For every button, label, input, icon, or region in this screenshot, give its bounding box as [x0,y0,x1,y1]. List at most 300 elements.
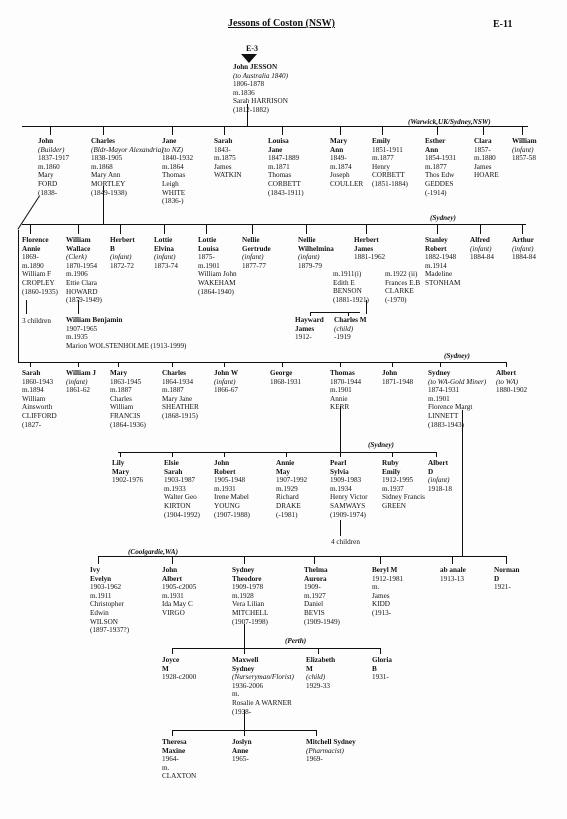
person-detail: m.1931 [214,484,236,493]
person-name-2: Sylvia [330,467,349,476]
person-detail: SAMWAYS [330,501,366,510]
connector-line [120,224,121,234]
person-name: Mary [330,137,348,145]
person-detail: MORTLEY [91,179,126,188]
connector-line [306,224,307,234]
person-detail: BEVIS [304,608,325,617]
person-gen2a-1 [66,236,102,305]
pearl-children-note: 4 children [331,538,360,546]
place-label: (Sydney) [430,214,456,222]
person-detail: 1840-1932 [162,154,194,163]
connector-line [172,730,173,736]
person-name-2: Robert [425,244,447,253]
person-detail: Mary Jane [162,394,193,403]
person-note: (infant) [512,145,534,154]
person-name-2: James [295,324,315,333]
person-detail: 1861-62 [66,386,90,395]
person-detail: Edwin [90,608,109,617]
person-detail: 1857-58 [512,154,536,163]
person-name: William J [66,369,97,377]
root-marriage: m.1836 [233,88,255,97]
person-name: Herbert [110,236,135,244]
spouse-2-dates: (-1970) [385,295,407,304]
connector-line [340,406,341,452]
person-gen2a-7 [354,236,385,262]
person-gen3b-4 [372,566,403,618]
person-detail: VIRGO [162,608,185,617]
person-name: Gloria [372,656,392,664]
person-detail: 1857- [474,145,491,154]
person-gen1-7 [425,137,456,197]
person-detail: (1860-1935) [22,287,58,296]
connector-line [340,362,341,367]
person-detail: KIDD [372,600,390,609]
person-note: (infant) [470,244,492,253]
connector-line [50,126,51,135]
person-name: Annie [276,459,295,467]
root-spouse: Sarah HARRISON [233,97,288,106]
person-name-2: Mary [112,467,130,476]
person-detail: 1921- [494,583,511,592]
person-name-2: Gertrude [242,244,271,253]
person-detail: 1860-1943 [22,377,54,386]
person-detail: (1909-1949) [304,617,340,626]
person-detail: 1868-1931 [270,377,302,386]
person-detail: Rosalie A WARNER [232,698,292,707]
person-detail: 1866-67 [214,386,238,395]
person-detail: m.1875 [214,154,236,163]
connector-line [310,312,360,313]
person-detail: KIRTON [164,501,191,510]
connector-line [483,126,484,135]
person-detail: (-1981) [276,510,298,519]
person-detail: WHITE [162,188,186,197]
person-detail: m.1928 [232,591,254,600]
person-name: John W [214,369,239,377]
person-detail: Charles [110,394,132,403]
person-detail: 1869- [22,253,39,262]
person-detail: Thomas [162,171,186,180]
person-gen2b-9 [496,369,527,395]
person-name-2: Maxine [162,746,186,755]
person-detail: (1913- [372,608,392,617]
person-detail: Annie [330,394,348,403]
person-name: Sydney [428,369,451,377]
person-detail: 1905-c2005 [162,583,197,592]
connector-line [22,224,526,225]
person-name: William [512,137,537,145]
person-name: Albert [496,369,516,377]
person-detail: 1909- [304,583,321,592]
person-gen1-5 [330,137,363,189]
person-name-2: Theodore [232,574,262,583]
person-detail: m.1890 [22,261,44,270]
person-gen1-1 [91,137,164,197]
root-dates: 1806-1878 [233,80,265,89]
connector-line [382,126,383,135]
person-gen2a-9 [470,236,494,262]
person-detail: Florence Margt [428,403,473,412]
person-gen2a-4 [198,236,237,296]
person-detail: m.1901 [198,261,220,270]
person-detail: STONHAM [425,278,461,287]
person-name-2: Emily [382,467,401,476]
connector-line [252,224,253,234]
connector-line [224,452,225,457]
person-detail: Ida May C [162,600,193,609]
person-note: (infant) [214,377,236,386]
person-gen4-1 [232,656,294,716]
person-marriage: m.1935 [66,333,88,342]
person-detail: m.1887 [110,386,132,395]
person-detail: 1880-1902 [496,386,528,395]
connector-line [30,224,31,234]
connector-line [380,556,381,564]
person-detail: DRAKE [276,501,301,510]
person-detail: SHEATHER [162,403,199,412]
person-note: (Pharmacist) [306,746,344,755]
person-name: John [382,369,398,377]
person-name-2: Jane [268,145,283,154]
connector-line [316,730,317,736]
person-name: Norman [494,566,520,574]
person-detail: 1909-1978 [232,583,264,592]
person-name-2: M [306,664,313,673]
person-detail: James [372,591,390,600]
person-gen3b-5 [440,566,466,583]
person-detail: (1864-1936) [110,420,146,429]
person-name-2: D [428,467,434,476]
person-name: John [214,459,230,467]
person-detail: WAKEHAM [198,278,236,287]
person-detail: WILSON [90,617,118,626]
person-detail: GEDDES [425,179,454,188]
person-name: Elizabeth [306,656,336,664]
person-detail: 1849- [330,154,347,163]
person-detail: 1870-1944 [330,377,362,386]
person-detail: 1870-1954 [66,261,98,270]
person-gen2b-2 [110,369,146,429]
person-detail: Thomas [268,171,292,180]
person-detail: WATKIN [214,171,242,180]
person-name: Theresa [162,738,187,746]
person-gen5-2 [306,738,356,764]
person-name: Alfred [470,236,490,244]
person-gen3b-6 [494,566,520,592]
person-gen5-1 [232,738,252,764]
person-detail: Richard [276,493,299,502]
person-detail: (1836-) [162,197,184,206]
connector-line [480,224,481,234]
connector-line [224,126,225,135]
person-gen3a-2 [214,459,250,519]
connector-line [282,126,283,135]
connector-line [172,362,173,367]
person-name: Lottie [154,236,173,244]
person-spouse: Marion WOLSTENHOLME (1913-1999) [66,341,187,350]
person-detail: 1872-72 [110,261,134,270]
person-name: Charles [91,137,115,145]
person-name: Ivy [90,566,100,574]
person-detail: (1879-1949) [66,296,102,305]
person-detail: m.1929 [276,484,298,493]
connector-line [103,126,104,135]
person-name: Hayward [295,316,324,324]
place-label: (Perth) [285,637,307,645]
person-detail: William [110,403,134,412]
connector-line [172,452,173,457]
person-name-2: Anne [232,746,249,755]
person-gen3b-2 [232,566,268,626]
person-detail: m.1860 [38,162,60,171]
page-code: E-11 [493,19,513,30]
person-name-2: Sydney [232,664,255,673]
person-detail: m.1868 [91,162,113,171]
person-name-2: B [110,244,115,253]
person-note: (infant) [154,253,176,262]
person-detail: m.1874 [330,162,352,171]
person-detail: FRANCIS [110,411,141,420]
connector-line [506,362,507,367]
person-detail: m.1880 [474,154,496,163]
person-detail: Joseph [330,171,350,180]
connector-line [340,452,341,457]
person-detail: m.1864 [162,162,184,171]
person-name: John [38,137,54,145]
connector-line [172,126,173,135]
person-name: Mary [110,369,128,377]
person-gen2b-4 [214,369,238,395]
connector-line [436,452,437,457]
person-name: Thelma [304,566,328,574]
place-label: (Sydney) [368,441,394,449]
connector-line [440,362,441,367]
person-gen2b-5 [270,369,301,386]
person-name: Maxwell [232,656,259,664]
person-gen2a-0 [22,236,58,296]
person-dates: -1919 [334,333,351,342]
person-detail: 1909-1983 [330,476,362,485]
root-spouse-dates: (1812-1882) [233,105,269,114]
spouse-2-surname: CLARKE [385,287,414,296]
person-detail: (1907-1998) [232,617,268,626]
person-detail: (1907-1988) [214,510,250,519]
person-detail: 1913-13 [440,574,464,583]
person-name: ab anale [440,566,466,574]
person-dates: 1907-1965 [66,324,98,333]
person-detail: (1868-1915) [162,411,198,420]
person-detail: 1969- [306,755,323,764]
person-name: Herbert [354,236,379,244]
connector-line [244,556,245,564]
person-name: Mitchell Sydney [306,738,356,746]
person-note: (infant) [66,377,88,386]
person-detail: YOUNG [214,501,240,510]
person-gen2a-10 [512,236,536,262]
spouse-1: Edith E [333,278,355,287]
person-detail: m.1933 [164,484,186,493]
connector-line [506,556,507,564]
person-detail: James [474,162,492,171]
person-gen2b-1 [66,369,96,395]
connector-line [26,300,27,314]
person-detail: LINNETT [428,411,459,420]
person-name: Emily [372,137,391,145]
person-detail: Henry Victor [330,493,368,502]
connector-line [206,224,207,234]
connector-line [437,224,438,234]
person-note: (to WA) [496,377,519,386]
connector-line [340,126,341,135]
person-name-2: M [162,664,169,673]
person-gen4-0 [162,656,196,682]
person-note: (Clerk) [66,253,87,262]
connector-line [437,126,438,135]
spouse-1-surname: BENSON [333,287,362,296]
person-detail: 1912-1981 [372,574,404,583]
person-detail: 1903-1962 [90,583,122,592]
person-detail: William [22,394,46,403]
person-detail: m.1901 [428,394,450,403]
person-detail: 1964- [162,755,179,764]
person-detail: CROPLEY [22,278,55,287]
person-gen5-0 [162,738,196,781]
person-detail: m.1937 [382,484,404,493]
person-detail: Madeline [425,270,453,279]
person-detail: (1864-1940) [198,287,234,296]
person-detail: (-1914) [425,188,447,197]
person-detail: 1884-84 [470,253,494,262]
person-name-2: Elvina [154,244,174,253]
person-note: (infant) [110,253,132,262]
person-gen1-9 [512,137,537,163]
person-detail: Daniel [304,600,324,609]
person-detail: m.1927 [304,591,326,600]
hayward-james [295,316,324,342]
person-gen3a-5 [382,459,425,511]
person-gen4-2 [306,656,335,690]
person-note: (infant) [428,476,450,485]
person-detail: Mary [38,171,54,180]
person-detail: m. [232,690,240,699]
person-detail: MITCHELL [232,608,269,617]
person-detail: 1879-79 [298,261,322,270]
person-detail: m. [162,763,170,772]
connector-line [244,624,245,648]
person-name: Stanley [425,236,448,244]
place-label: (Sydney) [444,352,470,360]
connector-line [392,452,393,457]
person-gen1-6 [372,137,408,189]
person-name-2: Louisa [198,244,219,253]
person-detail: 1936-2006 [232,681,264,690]
person-gen1-0 [38,137,69,197]
person-name: Ruby [382,459,399,467]
person-detail: m.1906 [66,270,88,279]
person-gen2b-0 [22,369,57,429]
person-detail: HOARE [474,171,499,180]
connector-line [164,224,165,234]
person-gen3b-3 [304,566,340,626]
person-gen3a-3 [276,459,307,519]
person-detail: Thos Edw [425,171,455,180]
person-name: Nellie [298,236,316,244]
person-name: Sarah [22,369,41,377]
spouse-1-dates: (1881-1921) [333,295,369,304]
person-name-2: Robert [214,467,236,476]
connector-line [318,648,319,654]
person-detail: m.1894 [22,386,44,395]
person-detail: (1883-1943) [428,420,464,429]
marriage-1: m.1911(i) [333,270,362,278]
person-gen3b-0 [90,566,129,635]
page-title: Jessons of Coston (NSW) [228,18,335,29]
connector-line [452,556,453,564]
person-detail: 1912-1995 [382,476,414,485]
person-detail: 1877-77 [242,261,266,270]
connector-line [366,224,367,234]
person-name: Pearl [330,459,347,467]
person-name-2: D [494,574,500,583]
person-detail: 1881-1962 [354,253,386,262]
root-couple [233,63,288,115]
person-detail: 1875- [198,253,215,262]
person-name: Lottie [198,236,217,244]
person-dates: 1912- [295,333,312,342]
person-gen2a-5 [242,236,271,270]
person-name-2: B [372,664,377,673]
person-detail: m.1871 [268,162,290,171]
person-detail: CLIFFORD [22,411,57,420]
person-gen2a-3 [154,236,178,270]
person-name-2: Aurora [304,574,327,583]
person-detail: m.1877 [372,154,394,163]
connector-line [18,230,19,362]
person-gen2b-3 [162,369,199,421]
connector-line [314,556,315,564]
person-gen1-4 [268,137,304,197]
person-name: Arthur [512,236,534,244]
person-detail: 1931- [372,673,389,682]
person-detail: CORBETT [372,171,405,180]
connector-line [244,730,245,736]
person-note: (Builder) [38,145,65,154]
connector-line [286,452,287,457]
person-gen1-2 [162,137,193,206]
person-detail: m.1931 [162,591,184,600]
person-detail: (1827- [22,420,42,429]
person-detail: KERR [330,403,350,412]
person-name-2: May [276,467,290,476]
connector-line [172,648,173,654]
connector-line [118,452,436,453]
connector-line [30,362,31,367]
connector-line [392,362,393,367]
person-detail: Ettie Clara [66,278,97,287]
person-name: Sarah [214,137,233,145]
person-note: (Nurseryman/Florist) [232,673,294,682]
person-detail: Henry [372,162,390,171]
person-name-2: Wallace [66,244,91,253]
person-detail: m.1887 [162,386,184,395]
person-name: Charles M [334,316,367,324]
person-name: Louisa [268,137,289,145]
person-name: William Benjamin [66,316,123,324]
person-name: Jane [162,137,177,145]
person-detail: CLAXTON [162,772,197,781]
person-name: Clara [474,137,492,145]
person-name-2: James [354,244,374,253]
